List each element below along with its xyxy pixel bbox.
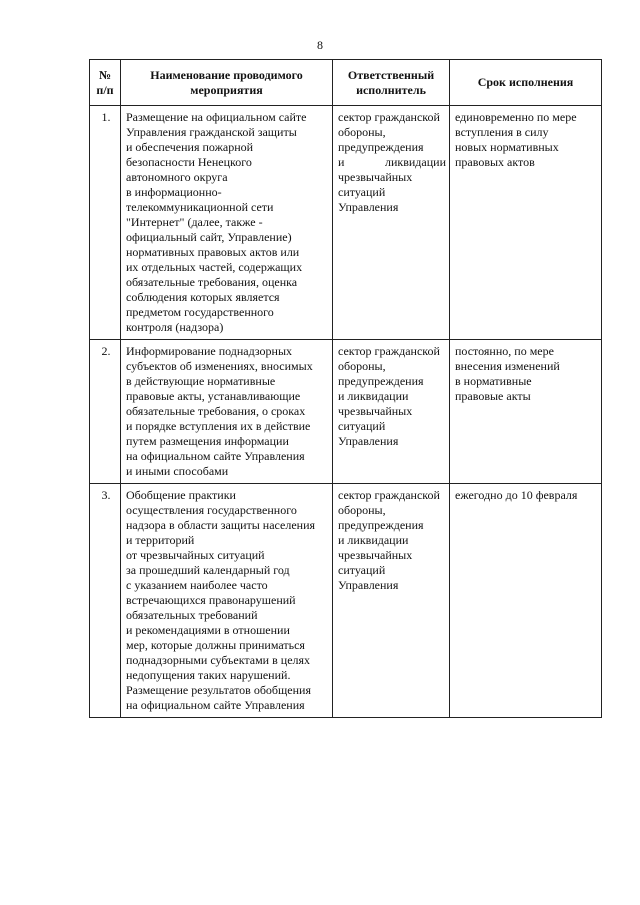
responsible-line: ситуаций (338, 563, 386, 577)
measure-line: контроля (надзора) (126, 320, 224, 334)
measure-line: Обобщение практики (126, 488, 236, 502)
measure-line: встречающихся правонарушений (126, 593, 296, 607)
header-responsible (333, 60, 450, 106)
measure-line: обязательные требования, о сроках (126, 404, 306, 418)
responsible-line: Управления (338, 434, 399, 448)
deadline-line: в нормативные (455, 374, 532, 388)
responsible-line: ситуаций (338, 185, 386, 199)
measure-line: автономного округа (126, 170, 228, 184)
header-deadline: Срок исполнения (450, 60, 602, 106)
deadline (450, 484, 602, 718)
measure-line: путем размещения информации (126, 434, 289, 448)
deadline-line: новых нормативных (455, 140, 559, 154)
measure-line: официальный сайт, Управление) (126, 230, 292, 244)
header-name-line: мероприятия (190, 82, 263, 97)
table-row (90, 340, 602, 484)
measure-line: правовые акты, устанавливающие (126, 389, 301, 403)
responsible-line: чрезвычайных (338, 404, 413, 418)
deadline (450, 340, 602, 484)
measure-line: за прошедший календарный год (126, 563, 290, 577)
responsible-line: и ликвидации (338, 389, 409, 403)
header-responsible-line: исполнитель (356, 82, 426, 97)
responsible-line: обороны, (338, 125, 386, 139)
responsible-line: ситуаций (338, 419, 386, 433)
measure-line: нормативных правовых актов или (126, 245, 300, 259)
measure-line: на официальном сайте Управления (126, 449, 305, 463)
measure-line: обязательные требования, оценка (126, 275, 298, 289)
measure-line: телекоммуникационной сети (126, 200, 274, 214)
responsible-executor (333, 106, 450, 340)
header-name (121, 60, 333, 106)
measure-line: поднадзорными субъектами в целях (126, 653, 311, 667)
measure-name (121, 340, 333, 484)
responsible-line: обороны, (338, 503, 386, 517)
measure-line: предметом государственного (126, 305, 274, 319)
measure-name (121, 484, 333, 718)
row-number: 1. (90, 106, 121, 340)
deadline-line: ежегодно до 10 февраля (455, 488, 578, 502)
deadline-line: постоянно, по мере (455, 344, 554, 358)
measure-line: в информационно- (126, 185, 222, 199)
responsible-line: и ликвидации (338, 533, 409, 547)
row-number: 2. (90, 340, 121, 484)
measure-line: безопасности Ненецкого (126, 155, 252, 169)
responsible-line: сектор гражданской (338, 344, 440, 358)
measure-line: "Интернет" (далее, также - (126, 215, 263, 229)
responsible-word: и (338, 155, 345, 169)
measure-line: осуществления государственного (126, 503, 297, 517)
header-num-line: п/п (96, 82, 114, 97)
responsible-executor (333, 484, 450, 718)
measures-table (89, 59, 602, 718)
responsible-line: сектор гражданской (338, 488, 440, 502)
table-header-row (90, 60, 602, 106)
measure-line: от чрезвычайных ситуаций (126, 548, 265, 562)
responsible-line: обороны, (338, 359, 386, 373)
responsible-line: чрезвычайных (338, 548, 413, 562)
header-name-line: Наименование проводимого (150, 67, 303, 82)
measure-name (121, 106, 333, 340)
measure-line: в действующие нормативные (126, 374, 276, 388)
measure-line: и порядке вступления их в действие (126, 419, 311, 433)
responsible-line: предупреждения (338, 374, 424, 388)
deadline-line: вступления в силу (455, 125, 549, 139)
header-num-line: № (98, 67, 112, 82)
responsible-line: Управления (338, 200, 399, 214)
responsible-line: предупреждения (338, 518, 424, 532)
page-number: 8 (317, 38, 323, 52)
deadline-line: единовременно по мере (455, 110, 577, 124)
row-number: 3. (90, 484, 121, 718)
responsible-line: Управления (338, 578, 399, 592)
deadline (450, 106, 602, 340)
measure-line: надзора в области защиты населения (126, 518, 316, 532)
responsible-line: предупреждения (338, 140, 424, 154)
measure-line: Размещение результатов обобщения (126, 683, 311, 697)
measure-line: и обеспечения пожарной (126, 140, 254, 154)
measure-line: с указанием наиболее часто (126, 578, 268, 592)
deadline-line: правовых актов (455, 155, 535, 169)
table-row (90, 106, 602, 340)
responsible-executor (333, 340, 450, 484)
responsible-line: чрезвычайных (338, 170, 413, 184)
table-row (90, 484, 602, 718)
measure-line: и иными способами (126, 464, 229, 478)
header-responsible-line: Ответственный (347, 67, 435, 82)
measure-line: Управления гражданской защиты (126, 125, 297, 139)
measure-line: Размещение на официальном сайте (126, 110, 307, 124)
measure-line: мер, которые должны приниматься (126, 638, 305, 652)
header-num (90, 60, 121, 106)
deadline-line: внесения изменений (455, 359, 560, 373)
responsible-word: ликвидации (384, 155, 446, 169)
measure-line: и территорий (126, 533, 195, 547)
measure-line: Информирование поднадзорных (126, 344, 293, 358)
responsible-justified-line (338, 155, 446, 170)
measure-line: их отдельных частей, содержащих (126, 260, 303, 274)
deadline-line: правовые акты (455, 389, 531, 403)
measure-line: обязательных требований (126, 608, 258, 622)
measure-line: недопущения таких нарушений. (126, 668, 291, 682)
responsible-line: сектор гражданской (338, 110, 440, 124)
measure-line: на официальном сайте Управления (126, 698, 305, 712)
measure-line: субъектов об изменениях, вносимых (126, 359, 313, 373)
measure-line: и рекомендациями в отношении (126, 623, 290, 637)
measure-line: соблюдения которых является (126, 290, 280, 304)
